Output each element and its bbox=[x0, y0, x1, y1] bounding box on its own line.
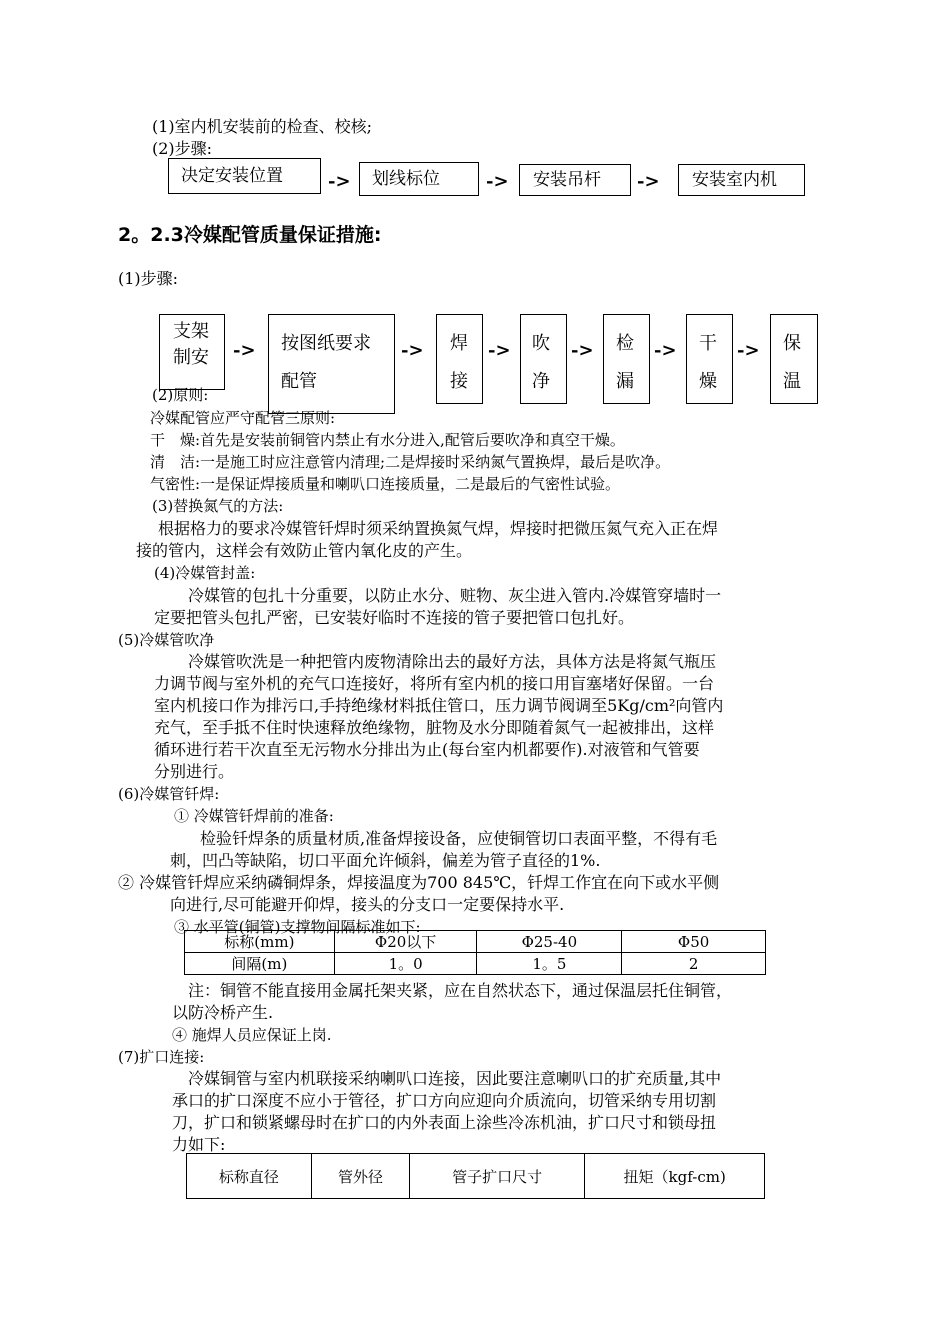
flow-box-bracket: 支架 制安 bbox=[159, 314, 225, 390]
principle-intro: 冷媒配管应严守配管三原则: bbox=[150, 409, 336, 427]
nitrogen-text-2: 接的管内，这样会有效防止管内氧化皮的产生。 bbox=[136, 541, 473, 560]
support-spacing-table bbox=[184, 930, 766, 975]
arrow-icon: -> bbox=[328, 171, 351, 192]
flare-size-table bbox=[186, 1153, 765, 1199]
braze-step-1a: 检验钎焊条的质量材质,准备焊接设备，应使铜管切口表面平整，不得有毛 bbox=[200, 829, 718, 848]
table-cell: 扭矩（kgf-cm) bbox=[585, 1154, 765, 1199]
blow-text-1: 冷媒管吹洗是一种把管内废物清除出去的最好方法，具体方法是将氮气瓶压 bbox=[188, 652, 717, 671]
arrow-icon: -> bbox=[737, 340, 760, 361]
flow-box-weld: 焊 接 bbox=[436, 314, 483, 404]
flare-text-4: 力如下: bbox=[172, 1135, 226, 1154]
table-cell: 2 bbox=[622, 953, 766, 975]
arrow-icon: -> bbox=[571, 340, 594, 361]
table-cell: Φ25-40 bbox=[477, 931, 622, 953]
flare-text-1: 冷媒铜管与室内机联接采纳喇叭口连接，因此要注意喇叭口的扩充质量,其中 bbox=[188, 1069, 722, 1088]
flow-box-dry: 干 燥 bbox=[686, 314, 733, 404]
item-indoor-check: (1)室内机安装前的检查、校核; bbox=[152, 117, 373, 136]
braze-step-3: ③ 水平管(铜管)支撑物间隔标准如下: bbox=[174, 918, 421, 936]
braze-step-2a: ② 冷媒管钎焊应采纳磷铜焊条，焊接温度为700 845℃，钎焊工作宜在向下或水平侧 bbox=[118, 873, 720, 892]
table-cell: 1。0 bbox=[334, 953, 477, 975]
arrow-icon: -> bbox=[654, 340, 677, 361]
arrow-icon: -> bbox=[486, 171, 509, 192]
table-cell: 管子扩口尺寸 bbox=[410, 1154, 585, 1199]
section-heading: 2。2.3冷媒配管质量保证措施: bbox=[118, 224, 382, 246]
blow-text-2: 力调节阀与室外机的充气口连接好，将所有室内机的接口用盲塞堵好保留。一台 bbox=[154, 674, 715, 693]
principle-airtight: 气密性:一是保证焊接质量和喇叭口连接质量，二是最后的气密性试验。 bbox=[150, 475, 621, 493]
blow-label: (5)冷媒管吹净 bbox=[118, 631, 215, 649]
flow-box-position: 决定安装位置 bbox=[168, 158, 321, 194]
braze-step-1b: 刺，凹凸等缺陷，切口平面允许倾斜，偏差为管子直径的1%. bbox=[170, 851, 601, 870]
flow-box-mark: 划线标位 bbox=[359, 162, 479, 196]
table-cell: 管外径 bbox=[311, 1154, 409, 1199]
table-row bbox=[185, 931, 766, 953]
flare-text-2: 承口的扩口深度不应小于管径，扩口方向应迎向介质流向，切管采纳专用切割 bbox=[172, 1091, 717, 1110]
principle-label: (2)原则: bbox=[152, 386, 209, 404]
table-cell: 标称(mm) bbox=[185, 931, 335, 953]
blow-text-5: 循环进行若干次直至无污物水分排出为止(每台室内机都要作).对液管和气管要 bbox=[154, 740, 700, 759]
seal-text-2: 定要把管头包扎严密，已安装好临时不连接的管子要把管口包扎好。 bbox=[154, 608, 635, 627]
item-steps: (2)步骤: bbox=[152, 139, 213, 158]
arrow-icon: -> bbox=[637, 171, 660, 192]
principle-clean: 清 洁:一是施工时应注意管内清理;二是焊接时采纳氮气置换焊，最后是吹净。 bbox=[150, 453, 671, 471]
principle-dry: 干 燥:首先是安装前铜管内禁止有水分进入,配管后要吹净和真空干燥。 bbox=[150, 431, 625, 449]
flow-box-blow: 吹 净 bbox=[520, 314, 567, 404]
seal-label: (4)冷媒管封盖: bbox=[154, 564, 256, 582]
flow-box-leak: 检 漏 bbox=[603, 314, 650, 404]
flare-label: (7)扩口连接: bbox=[118, 1048, 205, 1066]
arrow-icon: -> bbox=[401, 340, 424, 361]
arrow-icon: -> bbox=[488, 340, 511, 361]
blow-text-6: 分别进行。 bbox=[154, 762, 235, 781]
blow-text-3: 室内机接口作为排污口,手持绝缘材料抵住管口，压力调节阀调至5Kg/cm²向管内 bbox=[154, 696, 724, 715]
table-cell: 标称直径 bbox=[187, 1154, 312, 1199]
table-cell: 1。5 bbox=[477, 953, 622, 975]
blow-text-4: 充气，至手抵不住时快速释放绝缘物，脏物及水分即随着氮气一起被排出，这样 bbox=[154, 718, 715, 737]
arrow-icon: -> bbox=[233, 340, 256, 361]
table-row bbox=[185, 953, 766, 975]
flow-box-hanger: 安装吊杆 bbox=[519, 164, 631, 196]
braze-step-1: ① 冷媒管钎焊前的准备: bbox=[174, 807, 334, 825]
table-cell: Φ20以下 bbox=[334, 931, 477, 953]
nitrogen-text-1: 根据格力的要求冷媒管钎焊时须采纳置换氮气焊，焊接时把微压氮气充入正在焊 bbox=[158, 519, 719, 538]
flow-box-install: 安装室内机 bbox=[678, 164, 805, 196]
braze-label: (6)冷媒管钎焊: bbox=[118, 785, 220, 803]
table-cell: Φ50 bbox=[622, 931, 766, 953]
flare-text-3: 刀，扩口和锁紧螺母时在扩口的内外表面上涂些冷冻机油，扩口尺寸和锁母扭 bbox=[172, 1113, 717, 1132]
step-label: (1)步骤: bbox=[118, 269, 179, 288]
braze-note-2: 以防冷桥产生. bbox=[172, 1003, 274, 1022]
braze-step-2b: 向进行,尽可能避开仰焊，接头的分支口一定要保持水平. bbox=[170, 895, 565, 914]
table-row bbox=[187, 1154, 765, 1199]
flow-box-pipe: 按图纸要求 配管 bbox=[268, 314, 395, 414]
braze-step-4: ④ 施焊人员应保证上岗. bbox=[172, 1026, 332, 1044]
flow-box-insulate: 保 温 bbox=[770, 314, 818, 404]
braze-note-1: 注：铜管不能直接用金属托架夹紧，应在自然状态下，通过保温层托住铜管， bbox=[188, 981, 733, 1000]
nitrogen-label: (3)替换氮气的方法: bbox=[152, 497, 284, 515]
table-cell: 间隔(m) bbox=[185, 953, 335, 975]
seal-text-1: 冷媒管的包扎十分重要，以防止水分、赃物、灰尘进入管内.冷媒管穿墙时一 bbox=[188, 586, 722, 605]
